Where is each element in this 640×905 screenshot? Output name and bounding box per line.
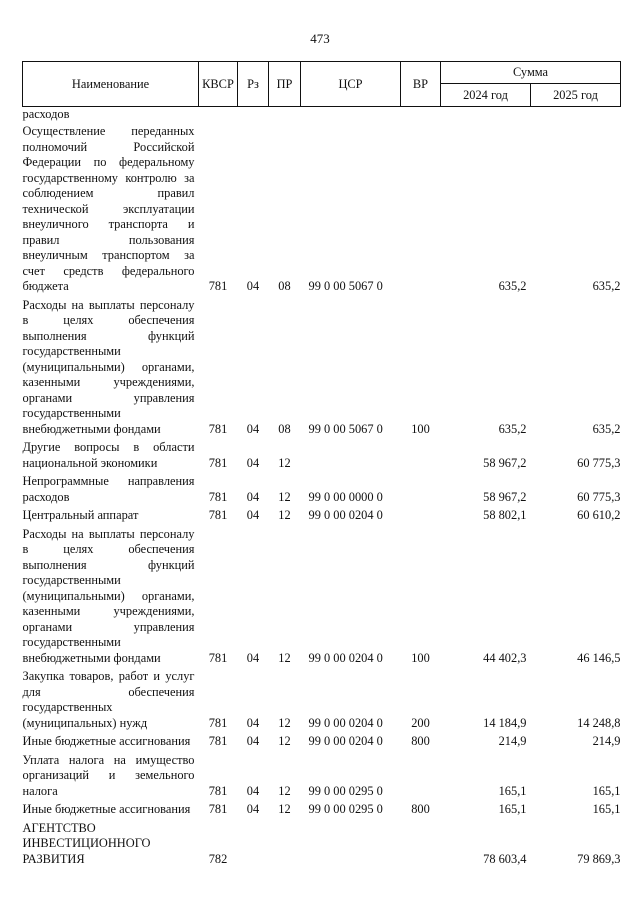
row-rz: 04	[246, 802, 260, 816]
row-vr	[401, 107, 441, 122]
row-pr: 12	[278, 455, 291, 470]
header-csr: ЦСР	[301, 62, 401, 107]
row-vr: 100	[411, 421, 430, 436]
row-kvsr: 781	[208, 783, 228, 798]
row-vr	[401, 474, 441, 505]
row-name: Другие вопросы в области национальной экономики	[22, 440, 195, 470]
row-rz: 04	[246, 421, 260, 436]
table-row	[23, 124, 621, 295]
row-rz: 04	[246, 455, 260, 470]
header-rz: Рз	[238, 62, 269, 107]
row-sum-2025: 46 146,5	[577, 650, 621, 665]
row-vr	[401, 821, 441, 868]
row-pr: 12	[278, 508, 291, 522]
row-sum-2025: 165,1	[592, 783, 621, 798]
row-sum-2024	[441, 107, 531, 122]
table-row	[23, 734, 621, 750]
table-row	[23, 440, 621, 471]
row-csr: 99 0 00 0204 0	[308, 715, 383, 730]
row-sum-2025	[531, 107, 621, 122]
table-row	[23, 802, 621, 818]
table-row	[23, 107, 621, 122]
row-csr	[301, 107, 401, 122]
table-header	[23, 62, 621, 107]
row-sum-2025: 635,2	[592, 279, 621, 293]
row-rz: 04	[246, 650, 260, 665]
row-kvsr: 781	[208, 508, 228, 522]
header-kvsr: КВСР	[199, 62, 238, 107]
budget-table	[22, 61, 621, 867]
row-kvsr: 781	[208, 455, 228, 470]
row-kvsr	[199, 107, 238, 122]
row-name: Осуществление переданных полномочий Российской Федерации по федеральному государственному контролю за соблюдением правил технической эксплуатации внеуличного транспорта и правил пользования внеуличным транспортом за счет средств федерального бюджета	[22, 124, 195, 293]
row-name: Расходы на выплаты персоналу в целях обеспечения выполнения функций государственными (муниципальными) органами, казенными учреждениями, органами управления государственными внебюджетными фондами	[22, 297, 195, 436]
row-rz: 04	[246, 783, 260, 798]
row-vr	[401, 440, 441, 471]
row-vr: 800	[411, 734, 430, 748]
row-pr: 12	[278, 489, 291, 504]
row-name: Иные бюджетные ассигнования	[22, 802, 191, 816]
row-sum-2025: 214,9	[592, 734, 621, 748]
row-rz	[238, 107, 269, 122]
row-kvsr: 781	[208, 489, 228, 504]
row-csr: 99 0 00 0204 0	[308, 734, 383, 748]
row-sum-2024: 58 802,1	[483, 508, 527, 522]
row-pr: 12	[278, 783, 291, 798]
row-sum-2024: 165,1	[498, 783, 527, 798]
row-vr: 100	[411, 650, 430, 665]
row-kvsr: 781	[208, 650, 228, 665]
row-csr: 99 0 00 5067 0	[308, 421, 383, 436]
row-kvsr: 782	[208, 851, 228, 866]
row-sum-2025: 60 775,3	[577, 489, 621, 504]
row-pr: 12	[278, 650, 291, 665]
row-rz: 04	[246, 279, 260, 293]
row-sum-2024: 635,2	[498, 279, 527, 293]
page-number: 473	[310, 31, 330, 46]
row-pr: 08	[278, 279, 291, 293]
row-csr: 99 0 00 0204 0	[308, 650, 383, 665]
row-name: АГЕНТСТВО ИНВЕСТИЦИОННОГО РАЗВИТИЯ	[22, 820, 151, 866]
table-row	[23, 298, 621, 438]
row-sum-2024: 214,9	[498, 734, 527, 748]
row-sum-2024: 14 184,9	[483, 715, 527, 730]
table-row	[23, 474, 621, 505]
row-vr: 200	[411, 715, 430, 730]
row-pr	[269, 107, 301, 122]
table-row	[23, 669, 621, 731]
row-kvsr: 781	[208, 802, 228, 816]
row-pr: 12	[278, 802, 291, 816]
row-name: расходов	[22, 107, 70, 121]
table-row	[23, 527, 621, 667]
row-rz: 04	[246, 508, 260, 522]
row-sum-2025: 60 610,2	[577, 508, 621, 522]
row-csr: 99 0 00 5067 0	[308, 279, 383, 293]
table-row	[23, 753, 621, 800]
row-sum-2024: 78 603,4	[483, 851, 527, 866]
header-pr: ПР	[269, 62, 301, 107]
row-pr: 08	[278, 421, 291, 436]
row-name: Центральный аппарат	[22, 508, 139, 522]
row-sum-2025: 165,1	[592, 802, 621, 816]
row-csr	[301, 440, 401, 471]
row-sum-2025: 79 869,3	[577, 851, 621, 866]
row-pr	[269, 821, 301, 868]
row-vr	[401, 124, 441, 295]
row-pr: 12	[278, 715, 291, 730]
table-row	[23, 508, 621, 524]
row-csr: 99 0 00 0204 0	[308, 508, 383, 522]
row-rz: 04	[246, 489, 260, 504]
row-kvsr: 781	[208, 734, 228, 748]
row-sum-2024: 635,2	[498, 421, 527, 436]
row-kvsr: 781	[208, 421, 228, 436]
header-year-2025: 2025 год	[531, 84, 621, 107]
row-pr: 12	[278, 734, 291, 748]
header-sum: Сумма	[441, 62, 621, 84]
row-name: Уплата налога на имущество организаций и земельного налога	[22, 752, 195, 798]
row-sum-2025: 60 775,3	[577, 455, 621, 470]
row-vr	[401, 753, 441, 800]
row-sum-2024: 58 967,2	[483, 455, 527, 470]
row-rz: 04	[246, 715, 260, 730]
row-csr: 99 0 00 0000 0	[308, 489, 383, 504]
row-sum-2024: 165,1	[498, 802, 527, 816]
row-vr: 800	[411, 802, 430, 816]
header-year-2024: 2024 год	[441, 84, 531, 107]
row-name: Иные бюджетные ассигнования	[22, 734, 191, 748]
table-row	[23, 821, 621, 868]
table-body	[23, 107, 621, 868]
row-name: Непрограммные направления расходов	[22, 474, 195, 504]
row-rz: 04	[246, 734, 260, 748]
header-name: Наименование	[23, 62, 199, 107]
row-csr	[301, 821, 401, 868]
row-name: Закупка товаров, работ и услуг для обеспечения государственных (муниципальных) нужд	[22, 669, 195, 730]
row-sum-2025: 14 248,8	[577, 715, 621, 730]
row-csr: 99 0 00 0295 0	[308, 802, 383, 816]
row-sum-2025: 635,2	[592, 421, 621, 436]
row-sum-2024: 44 402,3	[483, 650, 527, 665]
row-rz	[238, 821, 269, 868]
row-vr	[401, 508, 441, 524]
row-csr: 99 0 00 0295 0	[308, 783, 383, 798]
header-vr: ВР	[401, 62, 441, 107]
row-name: Расходы на выплаты персоналу в целях обеспечения выполнения функций государственными (муниципальными) органами, казенными учреждениями, органами управления государственными внебюджетными фондами	[22, 526, 195, 665]
row-kvsr: 781	[208, 715, 228, 730]
row-kvsr: 781	[208, 279, 228, 293]
row-sum-2024: 58 967,2	[483, 489, 527, 504]
